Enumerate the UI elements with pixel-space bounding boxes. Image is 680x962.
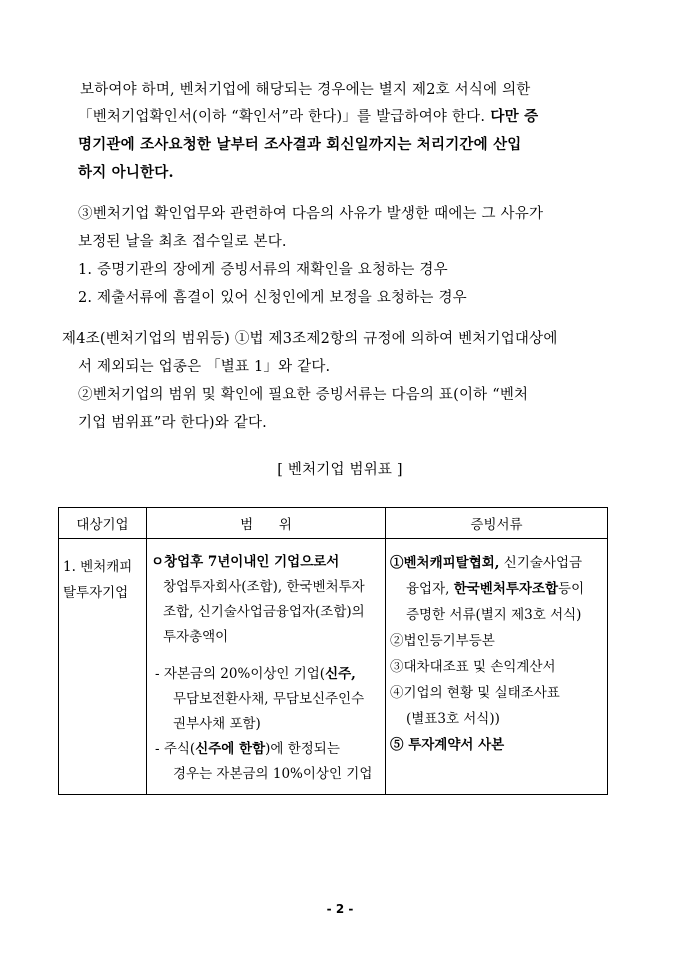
cell-text: 1. 벤처캐피	[63, 559, 133, 575]
bold-text-span: 한국벤처투자조합	[453, 581, 559, 597]
bold-text-span: 다만 증	[485, 108, 539, 125]
text-span: - 주식(	[155, 741, 196, 757]
column-header: 대상기업	[59, 508, 147, 539]
table-row	[59, 539, 608, 795]
bold-text-span: 신주에 한함	[195, 741, 266, 757]
bold-text-span: ①벤처캐피탈협회,	[390, 555, 500, 571]
table-title: [ 벤처기업 범위표 ]	[277, 462, 403, 478]
cell-text	[390, 550, 603, 576]
cell-text: (별표3호 서식))	[406, 711, 500, 727]
cell-text	[151, 662, 381, 687]
cell-text: ㅇ창업후 7년이내인 기업으로서	[151, 554, 340, 570]
paragraph-line: 기업 범위표”라 한다)와 같다.	[78, 415, 267, 431]
article-heading-line: 제4조(벤처기업의 범위등) ①법 제3조제2항의 규정에 의하여 벤처기업대상에	[62, 331, 558, 347]
text-span: 「벤처기업확인서(이하 “확인서”라 한다)」를 발급하여야 한다.	[78, 109, 486, 125]
cell-text: ③대차대조표 및 손익계산서	[390, 659, 556, 675]
range-cell	[147, 539, 386, 795]
bold-text-span: 신주,	[325, 666, 356, 682]
paragraph-line: ③벤처기업 확인업무와 관련하여 다음의 사유가 발생한 때에는 그 사유가	[78, 206, 544, 222]
paragraph-line: ②벤처기업의 범위 및 확인에 필요한 증빙서류는 다음의 표(이하 “벤처	[78, 387, 529, 403]
cell-text: 증명한 서류(별지 제3호 서식)	[406, 607, 582, 623]
cell-text: 경우는 자본금의 10%이상인 기업	[173, 766, 373, 782]
paragraph-line: 명기관에 조사요청한 날부터 조사결과 회신일까지는 처리기간에 산입	[78, 136, 522, 153]
list-item: 2. 제출서류에 흠결이 있어 신청인에게 보정을 요청하는 경우	[78, 290, 467, 306]
cell-text: 창업투자회사(조합), 한국벤처투자	[163, 579, 365, 595]
column-header: 범 위	[147, 508, 386, 539]
cell-text: ⑤ 투자계약서 사본	[390, 737, 505, 753]
paragraph-line	[78, 107, 538, 127]
text-span: - 자본금의 20%이상인 기업(	[155, 666, 326, 682]
paragraph-line: 보정된 날을 최초 접수일로 본다.	[78, 234, 287, 250]
text-span: 신기술사업금	[499, 555, 583, 571]
target-cell	[59, 539, 147, 795]
cell-text: 조합, 신기술사업금융업자(조합)의	[163, 604, 365, 620]
cell-text: 탈투자기업	[63, 585, 129, 601]
text-span: 등이	[558, 581, 585, 597]
cell-text: 권부사채 포함)	[173, 716, 261, 732]
column-header: 증빙서류	[386, 508, 608, 539]
list-item: 1. 증명기관의 장에게 증빙서류의 재확인을 요청하는 경우	[78, 262, 448, 278]
paragraph-line: 하지 아니한다.	[78, 164, 174, 181]
documents-cell	[386, 539, 608, 795]
text-span: )에 한정되는	[265, 741, 340, 757]
paragraph-line: 서 제외되는 업종은 「별표 1」와 같다.	[78, 359, 331, 375]
venture-range-table	[58, 507, 608, 795]
cell-text: 투자총액이	[163, 629, 229, 645]
cell-text: ④기업의 현황 및 실태조사표	[390, 685, 560, 701]
text-span: 융업자,	[406, 581, 454, 597]
cell-text	[390, 576, 603, 602]
cell-text: ②법인등기부등본	[390, 633, 495, 649]
table-header-row	[59, 508, 608, 539]
page-number: - 2 -	[326, 902, 354, 916]
cell-text	[151, 737, 381, 762]
paragraph-line: 보하여야 하며, 벤처기업에 해당되는 경우에는 별지 제2호 서식에 의한	[80, 82, 531, 98]
cell-text: 무담보전환사채, 무담보신주인수	[173, 691, 365, 707]
